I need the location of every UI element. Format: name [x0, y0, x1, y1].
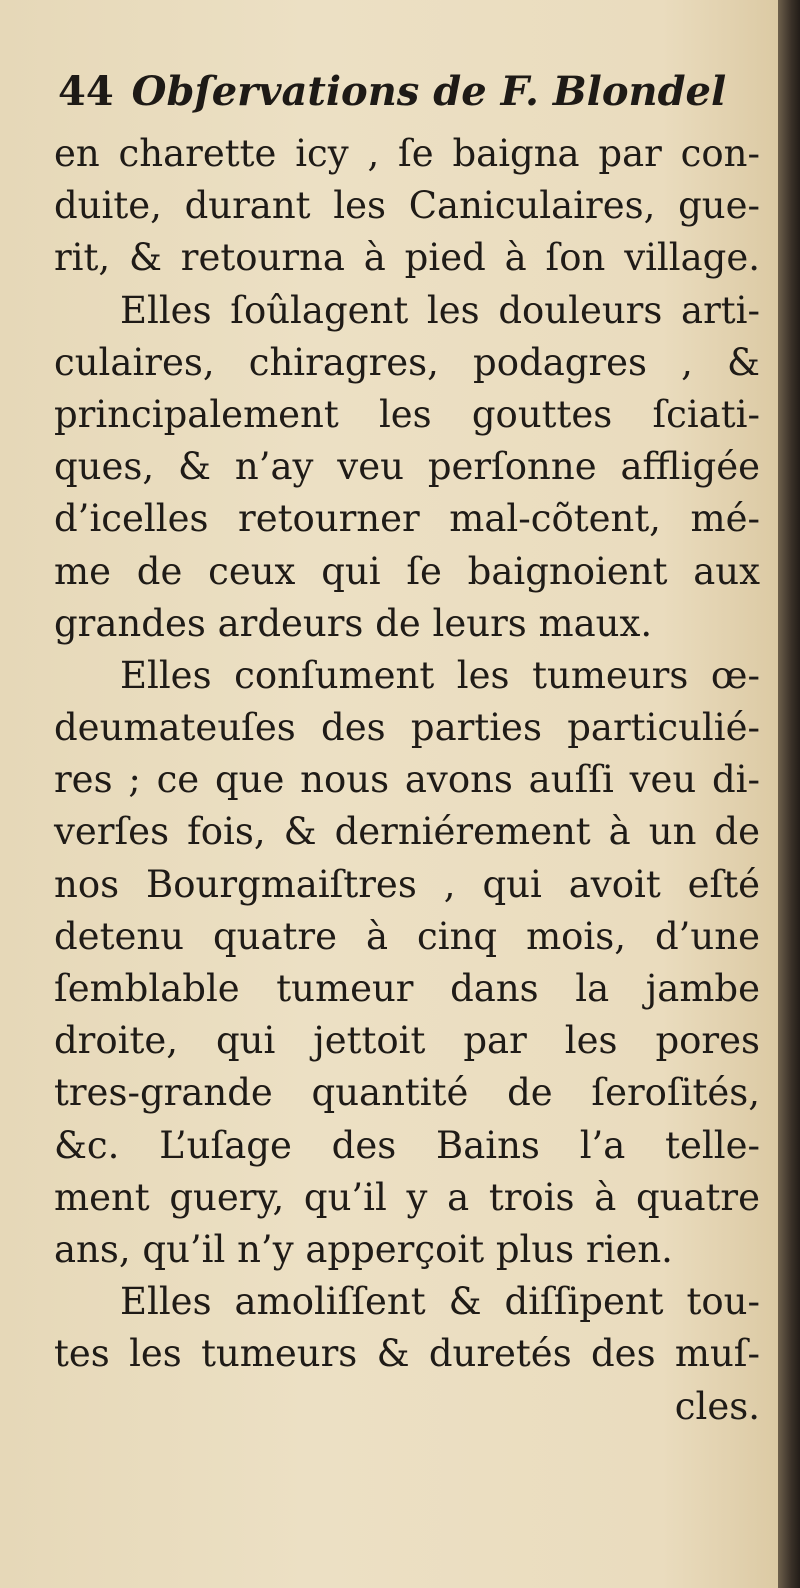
text-line: deumateuſes des parties particulié-: [54, 706, 760, 750]
text-line: en charette icy , ſe baigna par con-: [54, 132, 760, 175]
text-line: &c. L’uſage des Bains l’a telle-: [54, 1123, 760, 1167]
text-line: ſemblable tumeur dans la jambe: [54, 967, 760, 1010]
running-title: Obſervations de F. Blondel: [131, 68, 727, 115]
text-line: droite, qui jettoit par les pores: [54, 1019, 760, 1063]
page-number: 44: [58, 68, 114, 115]
page-body: [54, 128, 760, 1433]
paragraph-start-line: Elles amoliſſent & diſſipent tou-: [120, 1280, 760, 1324]
paragraph-start-line: Elles conſument les tumeurs œ-: [120, 653, 760, 697]
text-line: ment guery, qu’il y a trois à quatre: [54, 1175, 760, 1219]
page-header: [58, 68, 758, 130]
text-line: d’icelles retourner mal-cõtent, mé-: [54, 497, 760, 541]
text-line: rit, & retourna à pied à ſon village.: [54, 236, 760, 280]
page-edge-shadow: [778, 0, 800, 1588]
paragraph-start-line: Elles ſoûlagent les douleurs arti-: [120, 288, 760, 332]
text-line: ques, & n’ay veu perſonne affligée: [54, 445, 760, 489]
text-line: duite, durant les Caniculaires, gue-: [54, 184, 760, 228]
text-line: grandes ardeurs de leurs maux.: [54, 601, 653, 645]
text-line: tres-grande quantité de ſeroſités,: [54, 1071, 760, 1115]
text-line: principalement les gouttes ſciati-: [54, 392, 760, 436]
text-line: tes les tumeurs & duretés des muſ-: [54, 1332, 760, 1376]
text-line: culaires, chiragres, podagres , &: [54, 340, 760, 384]
text-line: res ; ce que nous avons auſſi veu di-: [54, 758, 760, 802]
text-line: nos Bourgmaiſtres , qui avoit eſté: [54, 862, 760, 906]
text-line: me de ceux qui ſe baignoient aux: [54, 549, 760, 593]
text-line: verſes fois, & derniérement à un de: [54, 810, 760, 854]
catchword: cles.: [674, 1384, 760, 1428]
text-line: ans, qu’il n’y apperçoit plus rien.: [54, 1227, 673, 1271]
text-line: detenu quatre à cinq mois, d’une: [54, 914, 760, 958]
